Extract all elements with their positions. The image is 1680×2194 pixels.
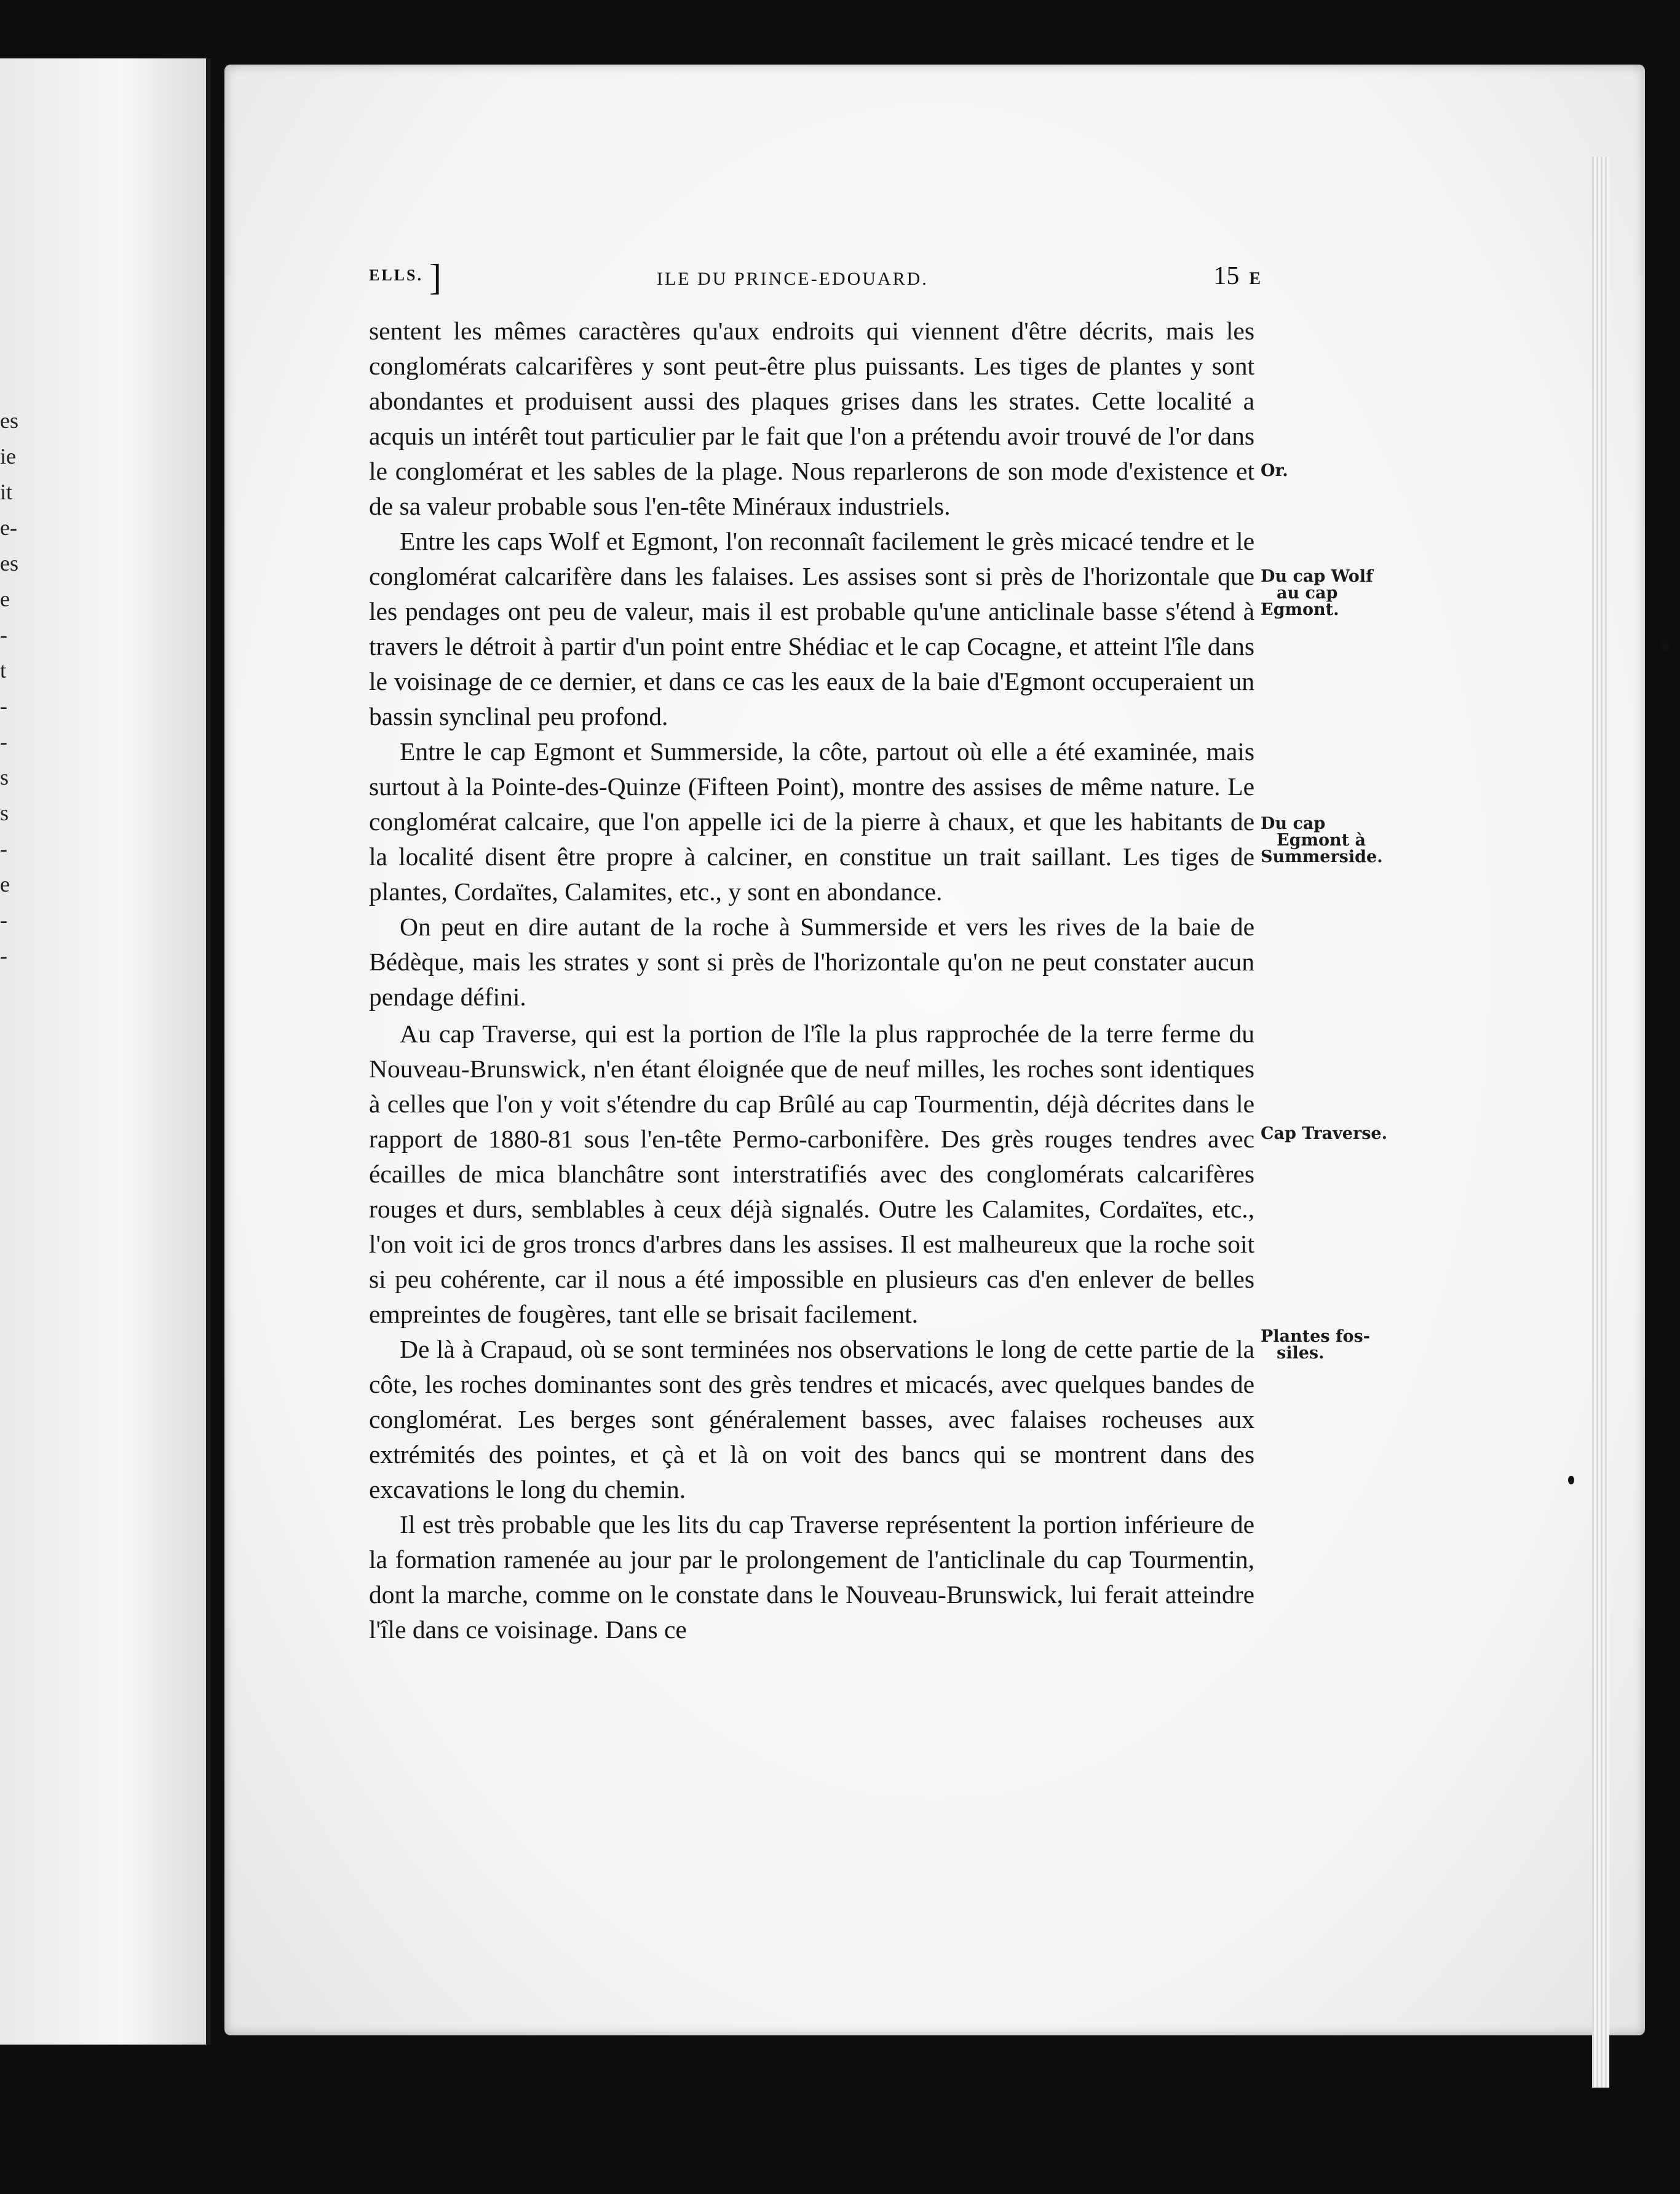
paragraph: De là à Crapaud, où se sont terminées nos observations le long de cette partie de la côte, les roches dominantes sont des grès tendres et micacés, avec quelques bandes de conglomérat. Les berges sont généralement basses, avec falaises rocheuses aux extrémités des pointes, et çà et là on voit des bancs qui se montrent dans des excavations le long du chemin. bbox=[369, 1335, 1254, 1503]
series-letter: E bbox=[1249, 269, 1261, 288]
left-fragment: e bbox=[0, 872, 10, 897]
left-fragment: ie bbox=[0, 444, 16, 469]
margin-note-fossiles bbox=[1261, 1328, 1370, 1361]
margin-note-line: Summerside. bbox=[1261, 847, 1383, 866]
running-header bbox=[369, 257, 1261, 298]
left-fragment: t bbox=[0, 658, 7, 683]
page-stack-edge bbox=[1592, 157, 1609, 2088]
margin-note-summerside bbox=[1261, 815, 1383, 865]
left-fragment: - bbox=[0, 694, 7, 718]
left-fragment: - bbox=[0, 908, 7, 932]
body-text bbox=[369, 314, 1254, 1647]
margin-note-line: Or. bbox=[1261, 461, 1288, 480]
left-fragment: es bbox=[0, 408, 18, 433]
header-title: ILE DU PRINCE-EDOUARD. bbox=[657, 269, 929, 289]
left-fragment: es bbox=[0, 551, 18, 576]
left-fragment: - bbox=[0, 622, 7, 647]
margin-note-line: Plantes fos- bbox=[1261, 1327, 1370, 1346]
header-author: ELLS. bbox=[369, 266, 423, 284]
margin-note-line: siles. bbox=[1277, 1344, 1325, 1363]
paragraph: Il est très probable que les lits du cap Traverse représentent la portion inférieure de la formation ramenée au jour par le prolongement de l'anticlinale du cap Tourmentin, dont la marche, comme on le constate dans le Nouveau-Brunswick, lui ferait atteindre l'île dans ce voisinage. Dans ce bbox=[369, 1510, 1254, 1644]
left-fragment: e- bbox=[0, 515, 17, 540]
margin-note-line: Du cap bbox=[1261, 814, 1326, 833]
left-fragment: - bbox=[0, 943, 7, 968]
paragraph: sentent les mêmes caractères qu'aux endroits qui viennent d'être décrits, mais les conglomérats calcarifères y sont peut-être plus puissants. Les tiges de plantes y sont abondantes et produisent aussi des plaques grises dans les strates. Cette localité a acquis un intérêt tout particulier par le fait que l'on a prétendu avoir trouvé de l'or dans le conglomérat et les sables de la plage. Nous reparlerons de son mode d'existence et de sa valeur probable sous l'en-tête Minéraux industriels. bbox=[369, 317, 1254, 520]
scan-speck bbox=[1660, 640, 1669, 651]
header-bracket: ] bbox=[429, 257, 442, 298]
left-fragment: - bbox=[0, 836, 7, 861]
margin-note-line: au cap bbox=[1277, 584, 1338, 603]
paragraph: Entre le cap Egmont et Summerside, la côte, partout où elle a été examinée, mais surtout à la Pointe-des-Quinze (Fifteen Point), montre des assises de même nature. Le conglomérat calcaire, que l'on appelle ici de la pierre à chaux, et que les habitants de la localité disent être propre à calciner, en constitue un trait saillant. Les tiges de plantes, Cordaïtes, Calamites, etc., y sont en abondance. bbox=[369, 737, 1254, 906]
scan-speck bbox=[1568, 1476, 1574, 1484]
margin-note-traverse bbox=[1261, 1125, 1387, 1142]
left-fragment: e bbox=[0, 587, 10, 611]
left-fragment: s bbox=[0, 801, 9, 825]
page-number bbox=[1213, 261, 1261, 291]
margin-note-or bbox=[1261, 462, 1288, 479]
margin-note-line: Cap Traverse. bbox=[1261, 1124, 1387, 1143]
paragraph: Au cap Traverse, qui est la portion de l'île la plus rapprochée de la terre ferme du Nouveau-Brunswick, n'en étant éloignée que de neuf milles, les roches sont identiques à celles que l'on y voit s'étendre du cap Brûlé au cap Tourmentin, déjà décrites dans le rapport de 1880-81 sous l'en-tête Permo-carbonifère. Des grès rouges tendres avec écailles de mica blanchâtre sont interstratifiés avec des conglomérats calcarifères rouges et durs, semblables à ceux déjà signalés. Outre les Calamites, Cordaïtes, etc., l'on voit ici de gros troncs d'arbres dans les assises. Il est malheureux que la roche soit si peu cohérente, car il nous a été impossible en plusieurs cas d'en enlever de belles empreintes de fougères, tant elle se brisait facilement. bbox=[369, 1020, 1254, 1328]
left-page-edge bbox=[0, 58, 211, 2045]
margin-note-line: Du cap Wolf bbox=[1261, 567, 1373, 586]
page-number-value: 15 bbox=[1213, 262, 1240, 290]
left-page-text-fragments bbox=[0, 403, 18, 973]
left-fragment: s bbox=[0, 765, 9, 790]
margin-note-line: Egmont. bbox=[1261, 600, 1339, 619]
left-fragment: - bbox=[0, 729, 7, 754]
paragraph: On peut en dire autant de la roche à Summerside et vers les rives de la baie de Bédèque, mais les strates y sont si près de l'horizontale qu'on ne peut constater aucun pendage défini. bbox=[369, 913, 1254, 1011]
left-fragment: it bbox=[0, 480, 13, 504]
margin-note-wolf bbox=[1261, 568, 1373, 618]
paragraph: Entre les caps Wolf et Egmont, l'on reconnaît facilement le grès micacé tendre et le conglomérat calcarifère dans les falaises. Les assises sont si près de l'horizontale que les pendages ont peu de valeur, mais il est probable qu'une anticlinale basse s'étend à travers le détroit à partir d'un point entre Shédiac et le cap Cocagne, et atteint l'île dans le voisinage de ce dernier, et dans ce cas les eaux de la baie d'Egmont occuperaient un bassin synclinal peu profond. bbox=[369, 527, 1254, 731]
margin-note-line: Egmont à bbox=[1277, 831, 1366, 850]
